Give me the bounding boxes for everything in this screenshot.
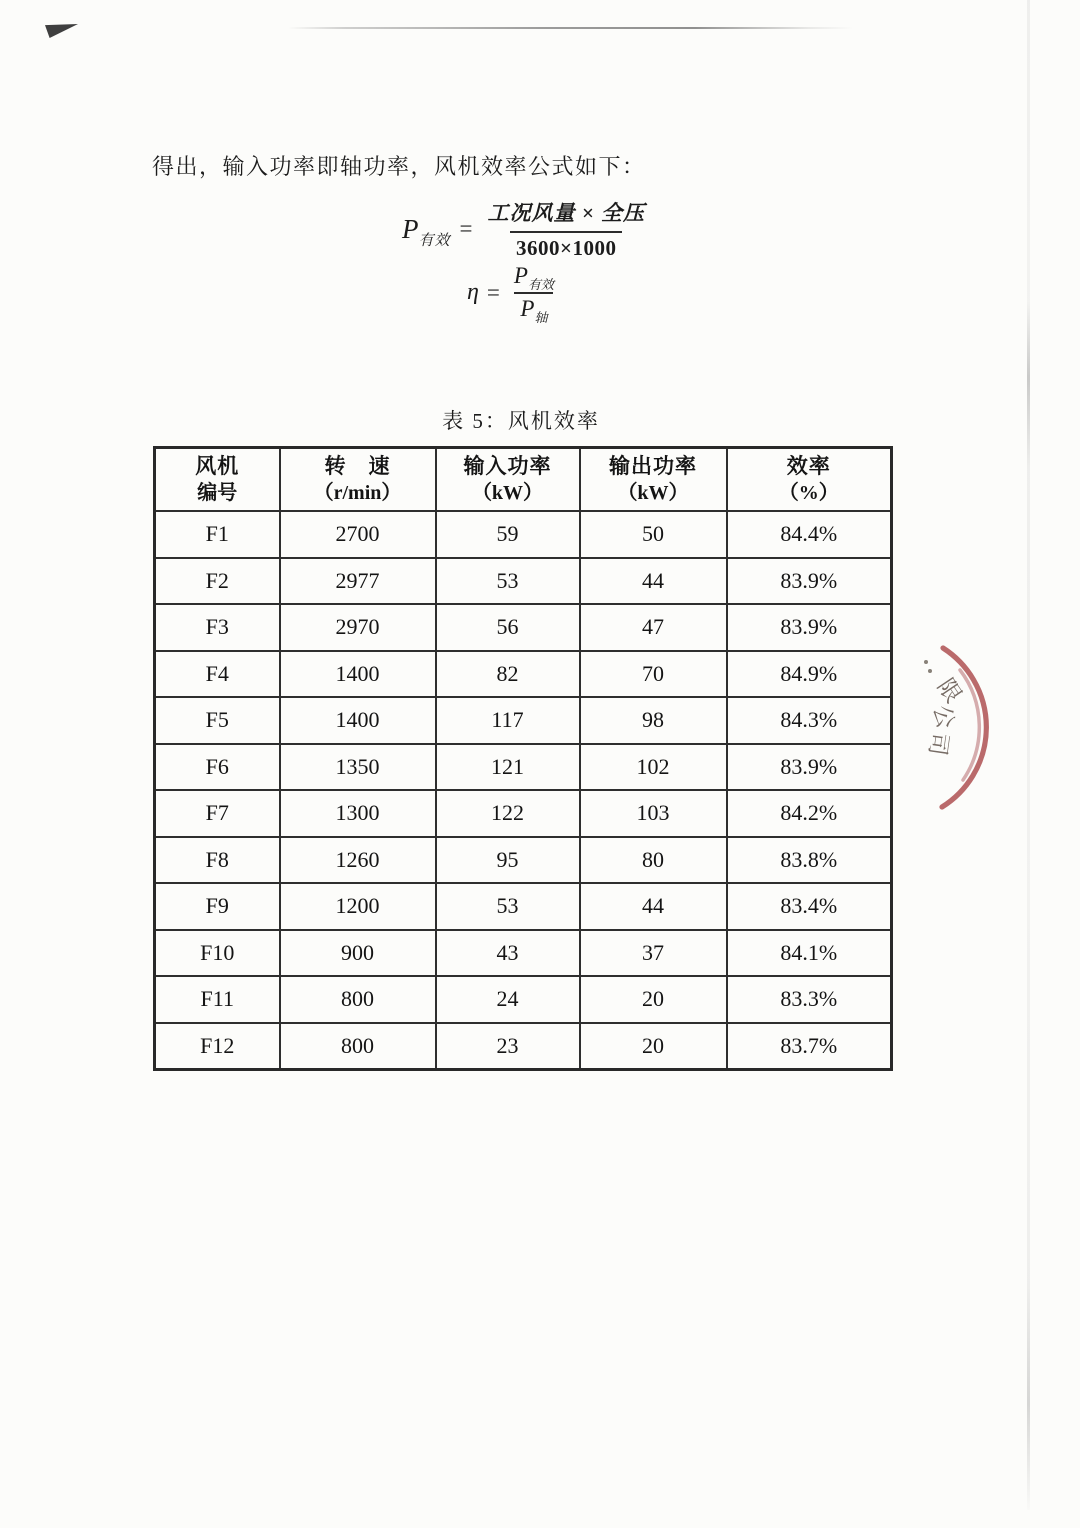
table-cell: 83.7%: [727, 1023, 892, 1070]
table-cell: 83.4%: [727, 883, 892, 930]
table-title: 表 5：风机效率: [442, 409, 600, 433]
equals-sign: =: [486, 279, 500, 305]
table-row: [155, 651, 892, 698]
table-cell: 83.9%: [727, 744, 892, 791]
table-header-cell: 转 速 （r/min）: [280, 448, 436, 512]
table-cell: 83.8%: [727, 837, 892, 884]
table-row: [155, 744, 892, 791]
table-header-cell: 输出功率 （kW）: [580, 448, 727, 512]
table-cell: 84.4%: [727, 511, 892, 558]
table-cell: 83.9%: [727, 604, 892, 651]
table-cell: 84.9%: [727, 651, 892, 698]
seal-character: 公: [928, 702, 959, 731]
fraction: [482, 196, 651, 262]
table-row: [155, 511, 892, 558]
table-row: [155, 604, 892, 651]
seal-partial-character-dot: [928, 669, 932, 673]
table-cell: 84.1%: [727, 930, 892, 977]
table-head: [155, 448, 892, 512]
table-cell: 23: [436, 1023, 580, 1070]
table-header-cell: 输入功率 （kW）: [436, 448, 580, 512]
fraction-numerator: 工况风量 × 全压: [487, 201, 645, 225]
table-cell: 43: [436, 930, 580, 977]
table-row: [155, 1023, 892, 1070]
equals-sign: =: [459, 216, 473, 241]
table-cell: 59: [436, 511, 580, 558]
table-cell: 95: [436, 837, 580, 884]
table-cell: 117: [436, 697, 580, 744]
table-cell: F11: [155, 976, 280, 1023]
table-cell: 2977: [280, 558, 436, 605]
table-row: [155, 883, 892, 930]
table-cell: 2700: [280, 511, 436, 558]
table-row: [155, 930, 892, 977]
table-cell: F3: [155, 604, 280, 651]
page-edge-shadow: [1027, 0, 1030, 1510]
fraction-numerator: $P_{有效}$: [513, 263, 554, 292]
table-row: [155, 976, 892, 1023]
table-cell: F5: [155, 697, 280, 744]
scan-artifact-smudge-line: [288, 27, 853, 29]
table-cell: F4: [155, 651, 280, 698]
table-cell: 44: [580, 883, 727, 930]
table-cell: 83.9%: [727, 558, 892, 605]
table-cell: 44: [580, 558, 727, 605]
table-cell: 1200: [280, 883, 436, 930]
table-row: [155, 697, 892, 744]
table-cell: 121: [436, 744, 580, 791]
table-cell: 800: [280, 1023, 436, 1070]
table-cell: 1400: [280, 697, 436, 744]
table-cell: F8: [155, 837, 280, 884]
company-seal-stamp: [880, 630, 1015, 825]
table-cell: 56: [436, 604, 580, 651]
table-cell: F9: [155, 883, 280, 930]
table-cell: 1260: [280, 837, 436, 884]
table-cell: 80: [580, 837, 727, 884]
table-cell: 24: [436, 976, 580, 1023]
table-row: [155, 790, 892, 837]
table-cell: 53: [436, 883, 580, 930]
scan-artifact-corner-triangle: [45, 24, 78, 38]
table-cell: F2: [155, 558, 280, 605]
formula-effective-power: [402, 196, 651, 262]
table-cell: 1350: [280, 744, 436, 791]
eta-symbol: η: [467, 279, 479, 305]
table-cell: F6: [155, 744, 280, 791]
table-cell: F7: [155, 790, 280, 837]
table-header-cell: 效率 （%）: [727, 448, 892, 512]
table-cell: 20: [580, 976, 727, 1023]
table-row: [155, 837, 892, 884]
table-cell: F12: [155, 1023, 280, 1070]
fan-efficiency-table: [153, 446, 893, 1071]
table-cell: 102: [580, 744, 727, 791]
table-cell: 800: [280, 976, 436, 1023]
table-cell: 1300: [280, 790, 436, 837]
formula-efficiency: [467, 262, 560, 323]
intro-text: 得出，输入功率即轴功率，风机效率公式如下：: [152, 154, 646, 179]
table-cell: 83.3%: [727, 976, 892, 1023]
table-cell: 84.2%: [727, 790, 892, 837]
table-header-cell: 风机 编号: [155, 448, 280, 512]
fraction-denominator: 3600×1000: [510, 231, 622, 262]
table-row: [155, 558, 892, 605]
formula-lhs: P有效: [402, 213, 451, 249]
table-cell: 98: [580, 697, 727, 744]
seal-character: 限: [932, 674, 967, 708]
seal-partial-character-dot: [924, 660, 928, 664]
table-cell: 37: [580, 930, 727, 977]
fraction: [508, 262, 560, 323]
table-body: [155, 511, 892, 1070]
table-cell: F10: [155, 930, 280, 977]
table-cell: 47: [580, 604, 727, 651]
table-cell: 1400: [280, 651, 436, 698]
table-cell: 53: [436, 558, 580, 605]
table-cell: 103: [580, 790, 727, 837]
seal-arc: [880, 630, 1015, 825]
table-cell: 84.3%: [727, 697, 892, 744]
table-header-row: [155, 448, 892, 512]
seal-character: 司: [924, 730, 953, 758]
table-cell: 70: [580, 651, 727, 698]
table-cell: 2970: [280, 604, 436, 651]
table-cell: 122: [436, 790, 580, 837]
fraction-denominator: $P_轴$: [514, 292, 553, 323]
table-cell: F1: [155, 511, 280, 558]
table-cell: 900: [280, 930, 436, 977]
table-cell: 50: [580, 511, 727, 558]
table-cell: 20: [580, 1023, 727, 1070]
table-cell: 82: [436, 651, 580, 698]
